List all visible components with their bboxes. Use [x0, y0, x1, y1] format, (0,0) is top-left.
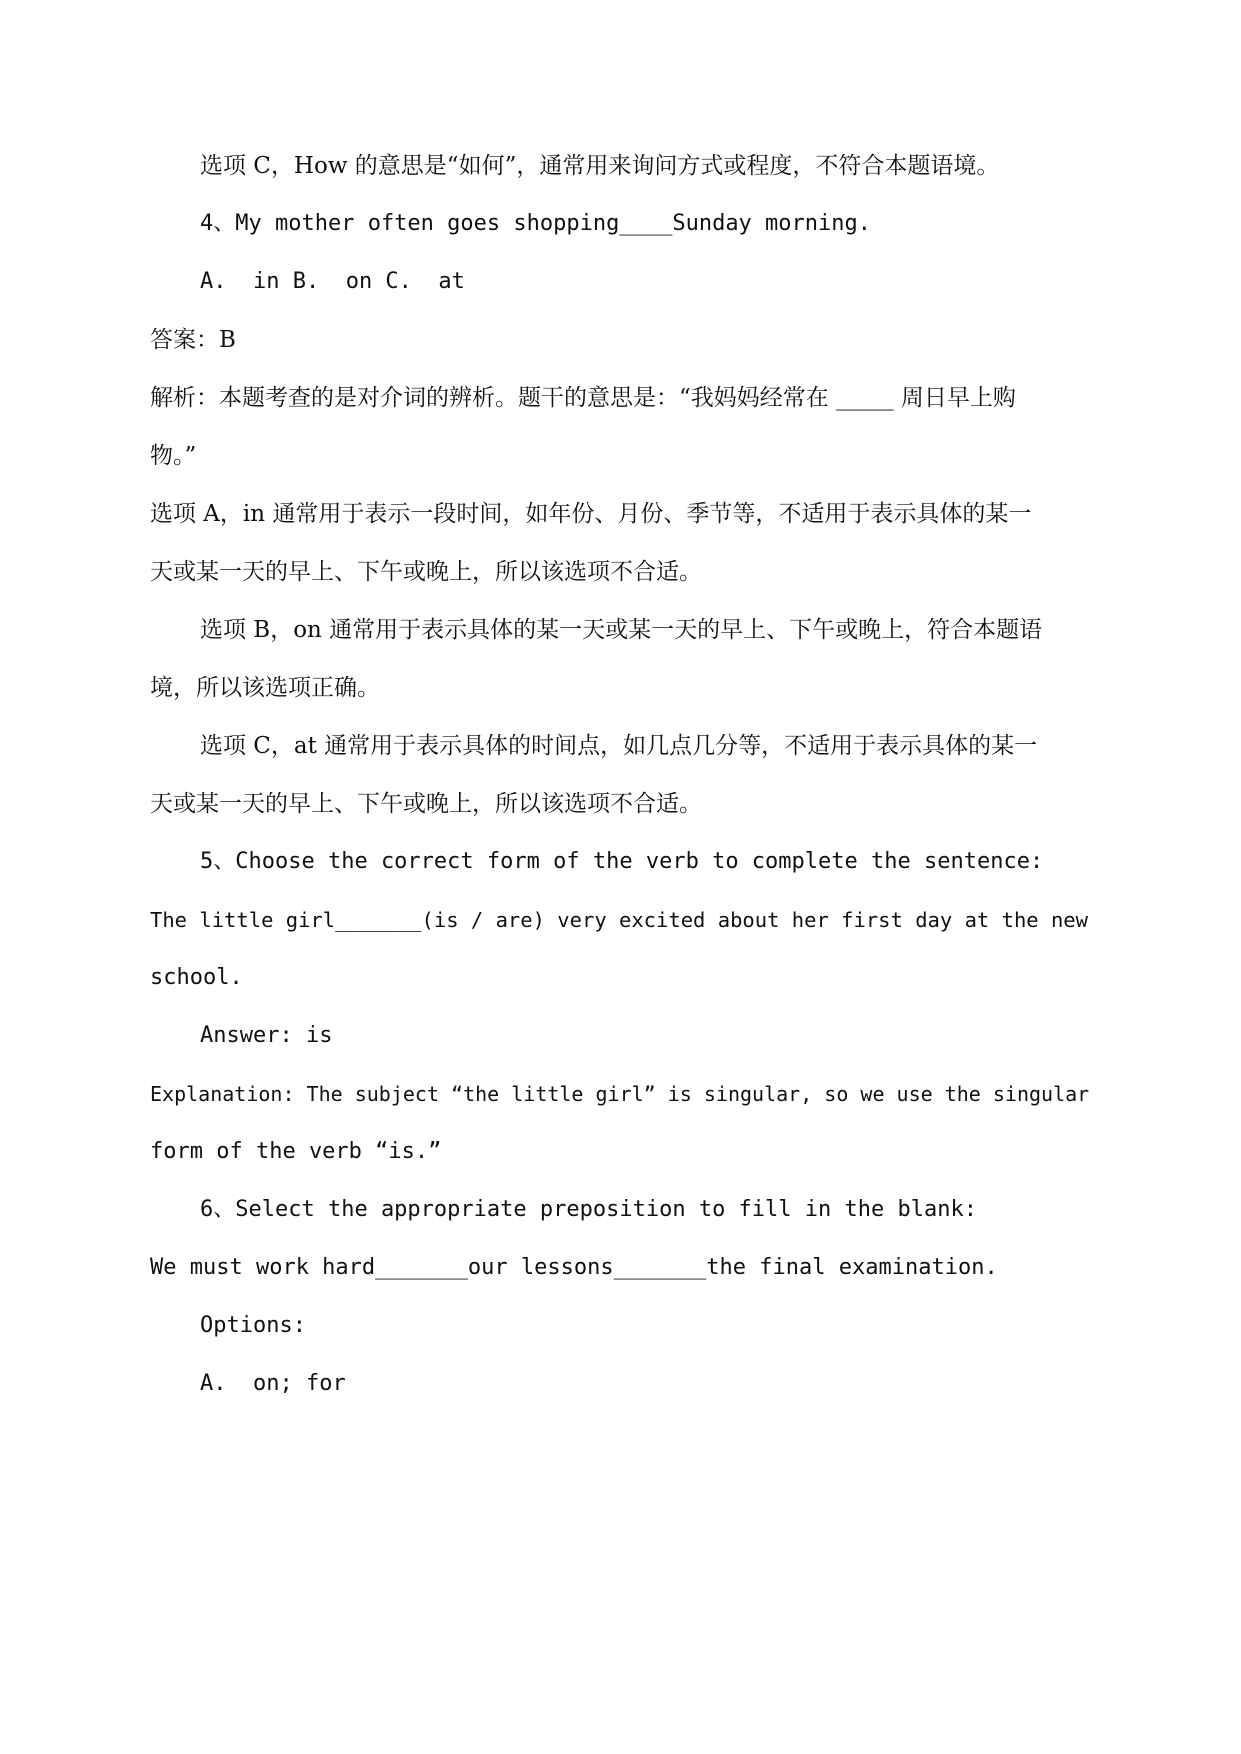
option-a-explanation: 选项 A，in 通常用于表示一段时间，如年份、月份、季节等，不适用于表示具体的某一 [150, 501, 1032, 527]
option-b-explanation-cont: 境，所以该选项正确。 [150, 675, 380, 701]
option-c-explanation-cont: 天或某一天的早上、下午或晚上，所以该选项不合适。 [150, 791, 702, 817]
question-6-options-label: Options: [200, 1313, 306, 1338]
question-5-explanation-cont: form of the verb “is.” [150, 1139, 442, 1164]
question-4-analysis: 解析：本题考查的是对介词的辨析。题干的意思是：“我妈妈经常在 _____ 周日早上购 [150, 385, 1016, 411]
question-6-option-a: A. on; for [200, 1371, 346, 1396]
option-a-explanation-cont: 天或某一天的早上、下午或晚上，所以该选项不合适。 [150, 559, 702, 585]
question-5: 5、Choose the correct form of the verb to complete the sentence: [200, 849, 1044, 874]
question-4-answer: 答案：B [150, 327, 236, 353]
question-6: 6、Select the appropriate preposition to fill in the blank: [200, 1197, 977, 1222]
question-4: 4、My mother often goes shopping____Sunday morning. [200, 211, 872, 236]
question-5-sentence: The little girl_______(is / are) very excited about her first day at the new [150, 908, 1088, 932]
option-c-explanation: 选项 C，at 通常用于表示具体的时间点，如几点几分等，不适用于表示具体的某一 [200, 733, 1038, 759]
option-b-explanation: 选项 B，on 通常用于表示具体的某一天或某一天的早上、下午或晚上，符合本题语 [200, 617, 1043, 643]
question-5-answer: Answer: is [200, 1023, 333, 1048]
question-4-analysis-cont: 物。” [150, 443, 197, 469]
text-line-option-c-how: 选项 C，How 的意思是“如何”，通常用来询问方式或程度，不符合本题语境。 [200, 153, 1000, 179]
question-5-sentence-cont: school. [150, 965, 243, 990]
question-4-options: A. in B. on C. at [200, 269, 465, 294]
question-5-explanation: Explanation: The subject “the little girl” is singular, so we use the singular [150, 1082, 1090, 1106]
question-6-sentence: We must work hard_______our lessons_______the final examination. [150, 1255, 998, 1280]
